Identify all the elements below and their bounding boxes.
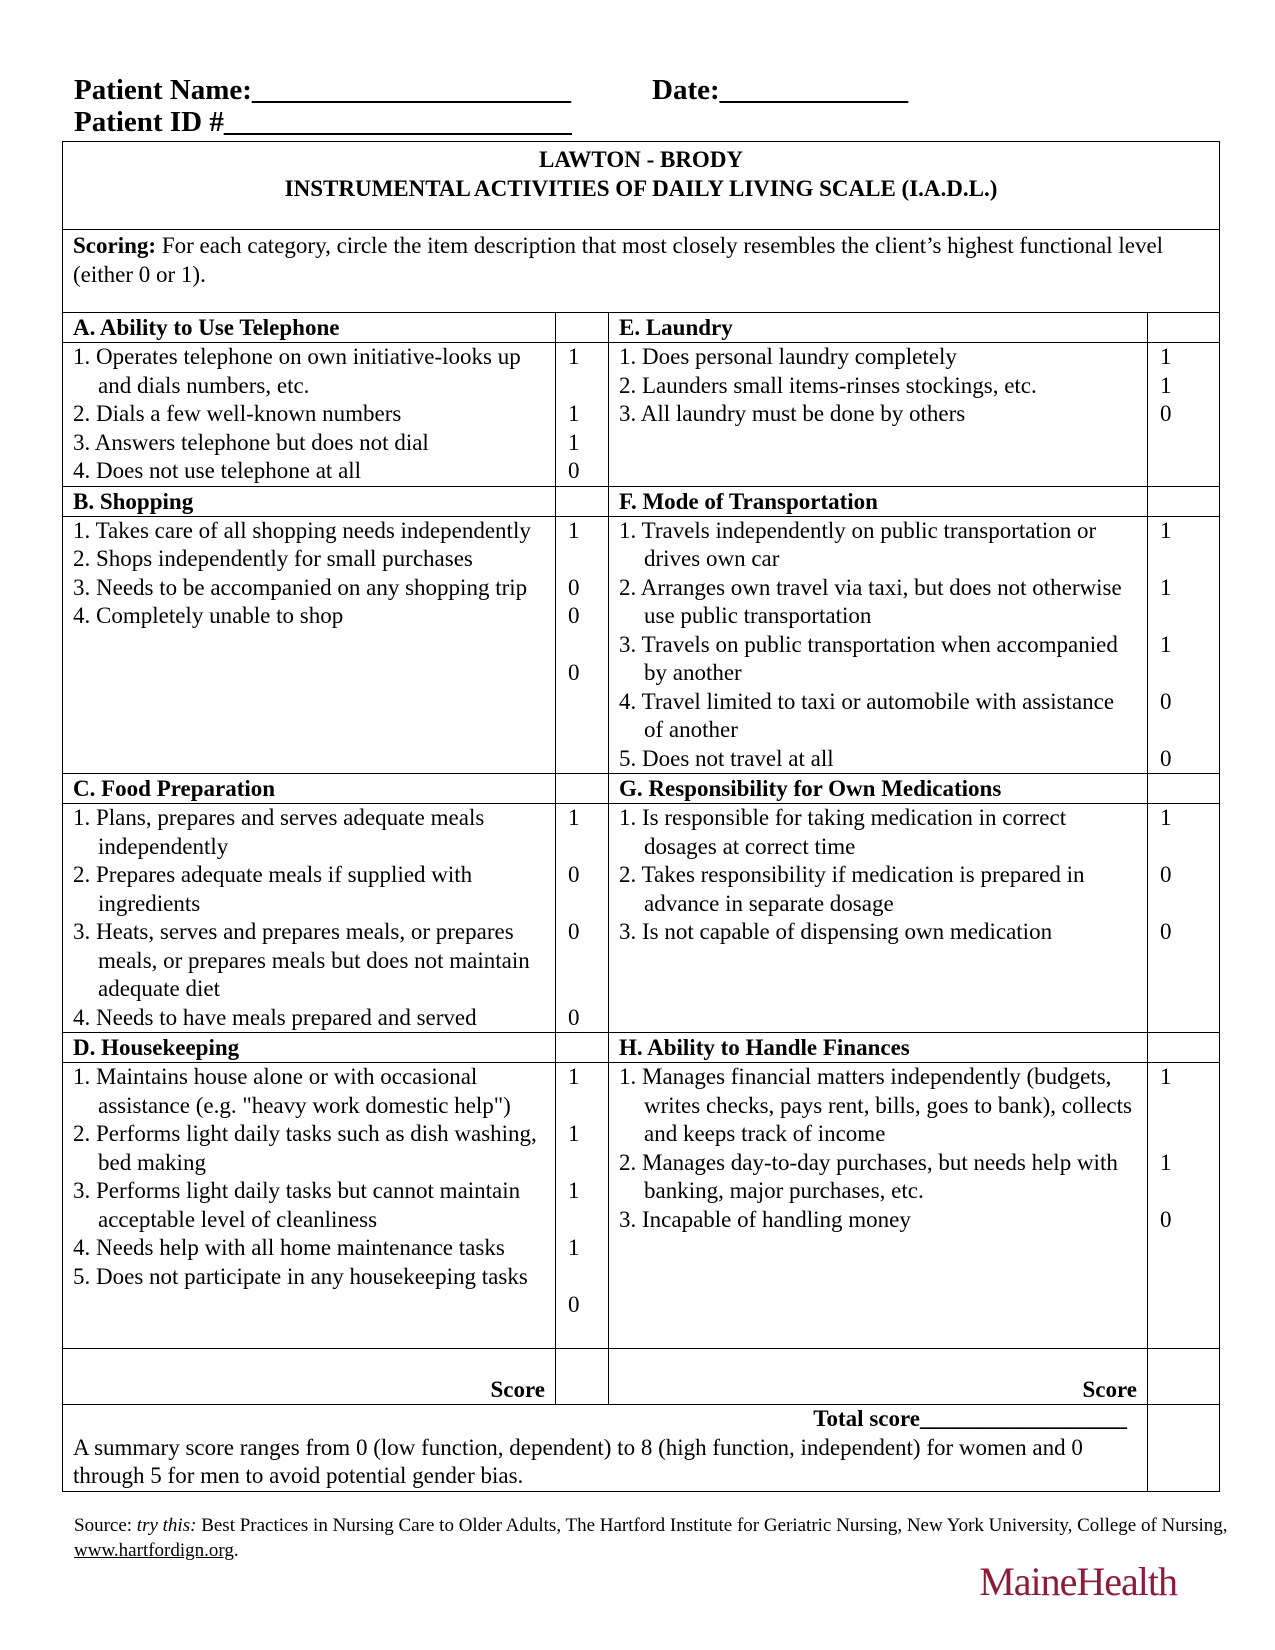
section-h-score-header [1148,1033,1220,1063]
item-score[interactable]: 1 [1160,1064,1172,1089]
section-h-items [609,1063,1148,1349]
item-score[interactable]: 1 [568,344,580,369]
item-score[interactable]: 0 [568,574,580,600]
section-c-score-header [556,774,609,804]
item-text[interactable]: 4. Does not use telephone at all [73,458,362,483]
section-g-scores [1148,804,1220,1033]
section-e-score-header [1148,313,1220,343]
item-score[interactable]: 1 [568,517,580,543]
score-label-right: Score [609,1349,1148,1405]
section-f-title: F. Mode of Transportation [609,486,1148,516]
section-f-score-header [1148,486,1220,516]
section-d-items [63,1063,556,1349]
item-text[interactable]: 2. Dials a few well-known numbers [73,401,402,426]
item-score[interactable]: 1 [568,805,580,830]
scoring-instructions [63,230,1220,313]
item-text[interactable]: 2. Launders small items-rinses stockings, etc. [619,372,1037,398]
item-text[interactable]: 2. Prepares adequate meals if supplied with ingredients [73,862,473,916]
item-text[interactable]: 1. Travels independently on public transportation or drives own car [619,517,1097,571]
section-f-scores [1148,516,1220,774]
item-text[interactable]: 4. Travel limited to taxi or automobile with assistance of another [619,688,1115,742]
item-text[interactable]: 2. Arranges own travel via taxi, but does not otherwise use public transportation [619,574,1122,628]
item-text[interactable]: 2. Takes responsibility if medication is prepared in advance in separate dosage [619,862,1085,916]
source-suffix: . [233,1540,239,1561]
source-prefix: Source: [74,1515,137,1536]
source-text: Best Practices in Nursing Care to Older Adults, The Hartford Institute for Geriatric Nursing, New York University, College of Nursing, [196,1515,1228,1536]
item-text[interactable]: 3. Heats, serves and prepares meals, or prepares meals, or prepares meals but does not maintain adequate diet [73,919,530,1001]
item-score[interactable]: 0 [1160,745,1172,771]
item-text[interactable]: 1. Manages financial matters independently (budgets, writes checks, pays rent, bills, goes to bank), collects and keeps track of income [619,1064,1132,1146]
source-try-this: try this: [136,1515,197,1536]
section-h-title: H. Ability to Handle Finances [609,1033,1148,1063]
item-score[interactable]: 0 [568,862,580,887]
section-a-score-header [556,313,609,343]
section-c-title: C. Food Preparation [63,774,556,804]
section-d-scores [556,1063,609,1349]
item-text[interactable]: 5. Does not participate in any housekeeping tasks [73,1263,528,1289]
section-c-items [63,804,556,1033]
form-title-line2: INSTRUMENTAL ACTIVITIES OF DAILY LIVING SCALE (I.A.D.L.) [284,176,998,201]
item-score[interactable]: 1 [1160,372,1172,398]
form-title [63,142,1220,230]
section-g-title: G. Responsibility for Own Medications [609,774,1148,804]
item-score[interactable]: 0 [568,919,580,944]
item-text[interactable]: 5. Does not travel at all [619,745,834,771]
item-score[interactable]: 1 [568,1121,580,1146]
item-text[interactable]: 1. Plans, prepares and serves adequate meals independently [73,805,485,859]
item-score[interactable]: 1 [1160,1149,1172,1175]
section-h-scores [1148,1063,1220,1349]
section-b-items [63,516,556,774]
total-score-label[interactable]: Total score__________________ [813,1406,1127,1431]
total-score-cell [63,1405,1148,1492]
score-label-left: Score [63,1349,556,1405]
scoring-label: Scoring: [73,233,157,258]
item-text[interactable]: 1. Takes care of all shopping needs independently [73,517,531,543]
item-score[interactable]: 1 [1160,631,1172,657]
total-score-box[interactable] [1148,1405,1220,1492]
section-e-title: E. Laundry [609,313,1148,343]
item-text[interactable]: 1. Does personal laundry completely [619,344,957,369]
item-score[interactable]: 1 [1160,805,1172,830]
item-score[interactable]: 1 [1160,344,1172,369]
source-link[interactable]: www.hartfordign.org [74,1540,234,1561]
form-title-line1: LAWTON - BRODY [539,147,744,172]
item-text[interactable]: 2. Performs light daily tasks such as dish washing, bed making [73,1121,537,1175]
source-citation [74,1513,1275,1563]
section-d-score-header [556,1033,609,1063]
item-score[interactable]: 0 [1160,1206,1172,1232]
item-text[interactable]: 4. Completely unable to shop [73,603,344,628]
item-score[interactable]: 0 [1160,862,1172,887]
item-score[interactable]: 0 [1160,401,1172,426]
mainehealth-logo: MaineHealth [979,1559,1177,1604]
score-box-left[interactable] [556,1349,609,1405]
section-b-score-header [556,486,609,516]
section-e-scores [1148,343,1220,487]
item-score[interactable]: 1 [568,1064,580,1089]
scoring-text: For each category, circle the item description that most closely resembles the client’s highest functional level (either 0 or 1). [73,233,1164,287]
item-text[interactable]: 2. Shops independently for small purchases [73,546,473,571]
item-score[interactable]: 0 [568,660,580,685]
section-e-items [609,343,1148,487]
item-text[interactable]: 3. All laundry must be done by others [619,401,966,426]
patient-name-field[interactable]: Patient Name:______________________ [74,74,571,106]
item-text[interactable]: 3. Answers telephone but does not dial [73,429,429,455]
item-score[interactable]: 1 [1160,574,1172,600]
item-score[interactable]: 1 [568,1178,580,1203]
item-text[interactable]: 4. Needs help with all home maintenance tasks [73,1235,505,1260]
date-field[interactable]: Date:_____________ [652,74,909,106]
item-score[interactable]: 0 [1160,688,1172,714]
item-score[interactable]: 1 [1160,517,1172,543]
item-text[interactable]: 1. Maintains house alone or with occasional assistance (e.g. "heavy work domestic help") [73,1064,511,1118]
patient-id-field[interactable]: Patient ID #________________________ [74,106,572,138]
item-score[interactable]: 0 [568,458,580,483]
item-text[interactable]: 3. Needs to be accompanied on any shopping trip [73,574,528,600]
item-score[interactable]: 1 [568,429,580,455]
item-score[interactable]: 1 [568,401,580,426]
item-score[interactable]: 0 [568,1292,580,1317]
section-b-title: B. Shopping [63,486,556,516]
item-text[interactable]: 1. Operates telephone on own initiative-looks up and dials numbers, etc. [73,344,521,398]
section-b-scores [556,516,609,774]
item-text[interactable]: 3. Incapable of handling money [619,1206,911,1232]
item-score[interactable]: 1 [568,1235,580,1260]
item-score[interactable]: 0 [568,603,580,628]
section-c-scores [556,804,609,1033]
item-score[interactable]: 0 [568,1004,580,1030]
score-box-right[interactable] [1148,1349,1220,1405]
iadl-form-table [62,141,1220,1492]
section-a-items [63,343,556,487]
item-text[interactable]: 3. Travels on public transportation when accompanied by another [619,631,1118,685]
item-text[interactable]: 1. Is responsible for taking medication in correct dosages at correct time [619,805,1067,859]
section-g-score-header [1148,774,1220,804]
item-text[interactable]: 4. Needs to have meals prepared and served [73,1004,477,1030]
section-g-items [609,804,1148,1033]
section-f-items [609,516,1148,774]
item-score[interactable]: 0 [1160,919,1172,944]
item-text[interactable]: 2. Manages day-to-day purchases, but needs help with banking, major purchases, etc. [619,1149,1118,1203]
item-text[interactable]: 3. Performs light daily tasks but cannot maintain acceptable level of cleanliness [73,1178,521,1232]
section-a-title: A. Ability to Use Telephone [63,313,556,343]
item-text[interactable]: 3. Is not capable of dispensing own medication [619,919,1053,944]
summary-text: A summary score ranges from 0 (low function, dependent) to 8 (high function, independent) for women and 0 through 5 for men to avoid potential gender bias. [73,1434,1083,1488]
section-a-scores [556,343,609,487]
section-d-title: D. Housekeeping [63,1033,556,1063]
